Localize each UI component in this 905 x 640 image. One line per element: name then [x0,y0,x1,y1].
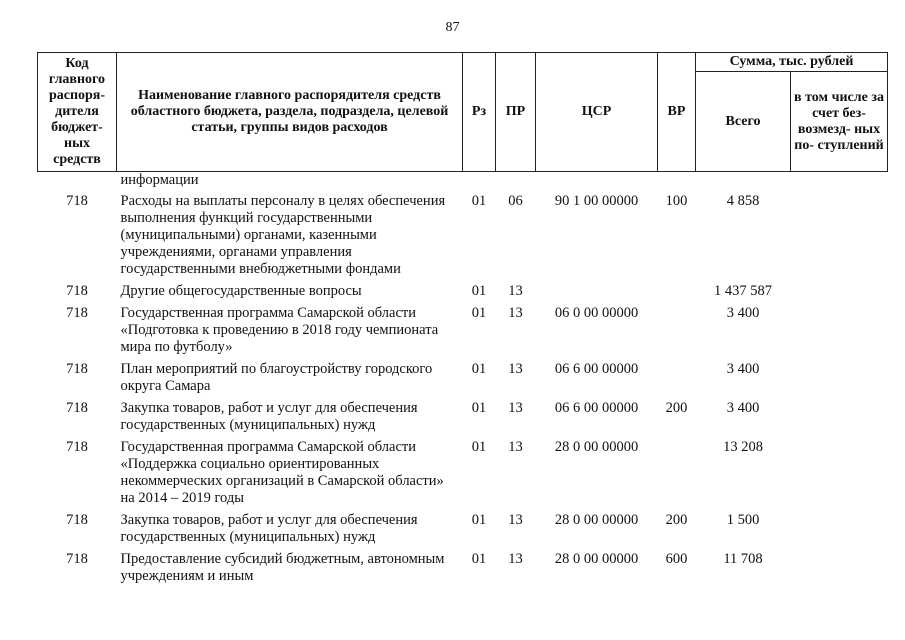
row-vr: 200 [665,400,688,416]
table-row [38,437,888,510]
row-vr [658,437,696,510]
row-pr: 06 [508,193,523,209]
row-gratuitous [791,398,888,437]
table-row [38,281,888,303]
row-gratuitous [791,191,888,281]
row-code: 718 [66,512,88,528]
header-sum: Сумма, тыс. рублей [696,53,888,72]
table-body [38,172,888,589]
row-pr: 13 [508,305,523,321]
row-total: 1 500 [726,512,760,528]
page-number: 87 [445,20,460,35]
row-gratuitous [791,510,888,549]
row-total: 3 400 [726,400,760,416]
row-total: 1 437 587 [714,283,772,299]
row-name: Закупка товаров, работ и услуг для обеспечения государственных (муниципальных) нужд [120,400,418,433]
row-rz: 01 [471,305,487,321]
header-vr: ВР [658,53,696,172]
row-csr: 28 0 00 00000 [554,439,639,455]
header-code: Код главного распоря- дителя бюджет- ных средств [38,53,117,172]
row-gratuitous [791,281,888,303]
continuation-text: информации [120,172,199,188]
row-vr: 600 [665,551,688,567]
row-code: 718 [66,193,88,209]
row-code: 718 [66,283,88,299]
row-total: 13 208 [723,439,763,455]
row-code: 718 [66,305,88,321]
row-csr: 06 6 00 00000 [554,361,639,377]
row-rz: 01 [471,512,487,528]
row-total: 4 858 [726,193,760,209]
row-vr [658,281,696,303]
row-name: Государственная программа Самарской области «Поддержка социально ориентированных некоммерческих организаций в Самарской области» на 2014 – 2019 годы [120,439,444,506]
header-pr: ПР [496,53,536,172]
header-total: Всего [696,72,791,172]
row-csr: 06 6 00 00000 [554,400,639,416]
header-gratuitous: в том числе за счет без- возмезд- ных по- ступлений [791,72,888,172]
row-csr: 06 0 00 00000 [554,305,639,321]
row-gratuitous [791,359,888,398]
row-vr: 100 [665,193,688,209]
row-csr: 28 0 00 00000 [554,512,639,528]
table-header [38,53,888,172]
table-row [38,398,888,437]
header-name: Наименование главного распорядителя средств областного бюджета, раздела, подраздела, целевой статьи, группы видов расходов [117,53,463,172]
row-vr: 200 [665,512,688,528]
table-row [38,549,888,588]
row-name: Расходы на выплаты персоналу в целях обеспечения выполнения функций государственными (муниципальными) органами, казенными учреждениями, органами управления государственными внебюджетными фондами [120,193,446,277]
row-pr: 13 [508,283,523,299]
row-gratuitous [791,549,888,588]
row-rz: 01 [471,283,487,299]
row-name: Государственная программа Самарской области «Подготовка к проведению в 2018 году чемпионата мира по футболу» [120,305,439,355]
row-pr: 13 [508,512,523,528]
row-gratuitous [791,303,888,359]
row-vr [658,303,696,359]
row-pr: 13 [508,400,523,416]
header-csr: ЦСР [536,53,658,172]
row-rz: 01 [471,400,487,416]
header-rz: Рз [463,53,496,172]
row-pr: 13 [508,439,523,455]
continuation-row [38,172,888,192]
row-csr: 90 1 00 00000 [554,193,639,209]
row-pr: 13 [508,361,523,377]
row-pr: 13 [508,551,523,567]
row-rz: 01 [471,439,487,455]
row-name: Другие общегосударственные вопросы [120,283,362,299]
row-rz: 01 [471,193,487,209]
row-csr: 28 0 00 00000 [554,551,639,567]
row-total: 11 708 [723,551,763,567]
table-row [38,191,888,281]
row-vr [658,359,696,398]
row-rz: 01 [471,361,487,377]
row-rz: 01 [471,551,487,567]
row-name: Закупка товаров, работ и услуг для обеспечения государственных (муниципальных) нужд [120,512,418,545]
row-csr [536,281,658,303]
row-total: 3 400 [726,361,760,377]
row-code: 718 [66,400,88,416]
budget-table [37,52,888,588]
row-code: 718 [66,361,88,377]
table-row [38,303,888,359]
row-gratuitous [791,437,888,510]
row-name: Предоставление субсидий бюджетным, автономным учреждениям и иным [120,551,445,584]
table-row [38,359,888,398]
row-code: 718 [66,439,88,455]
row-total: 3 400 [726,305,760,321]
row-name: План мероприятий по благоустройству городского округа Самара [120,361,433,394]
row-code: 718 [66,551,88,567]
table-row [38,510,888,549]
